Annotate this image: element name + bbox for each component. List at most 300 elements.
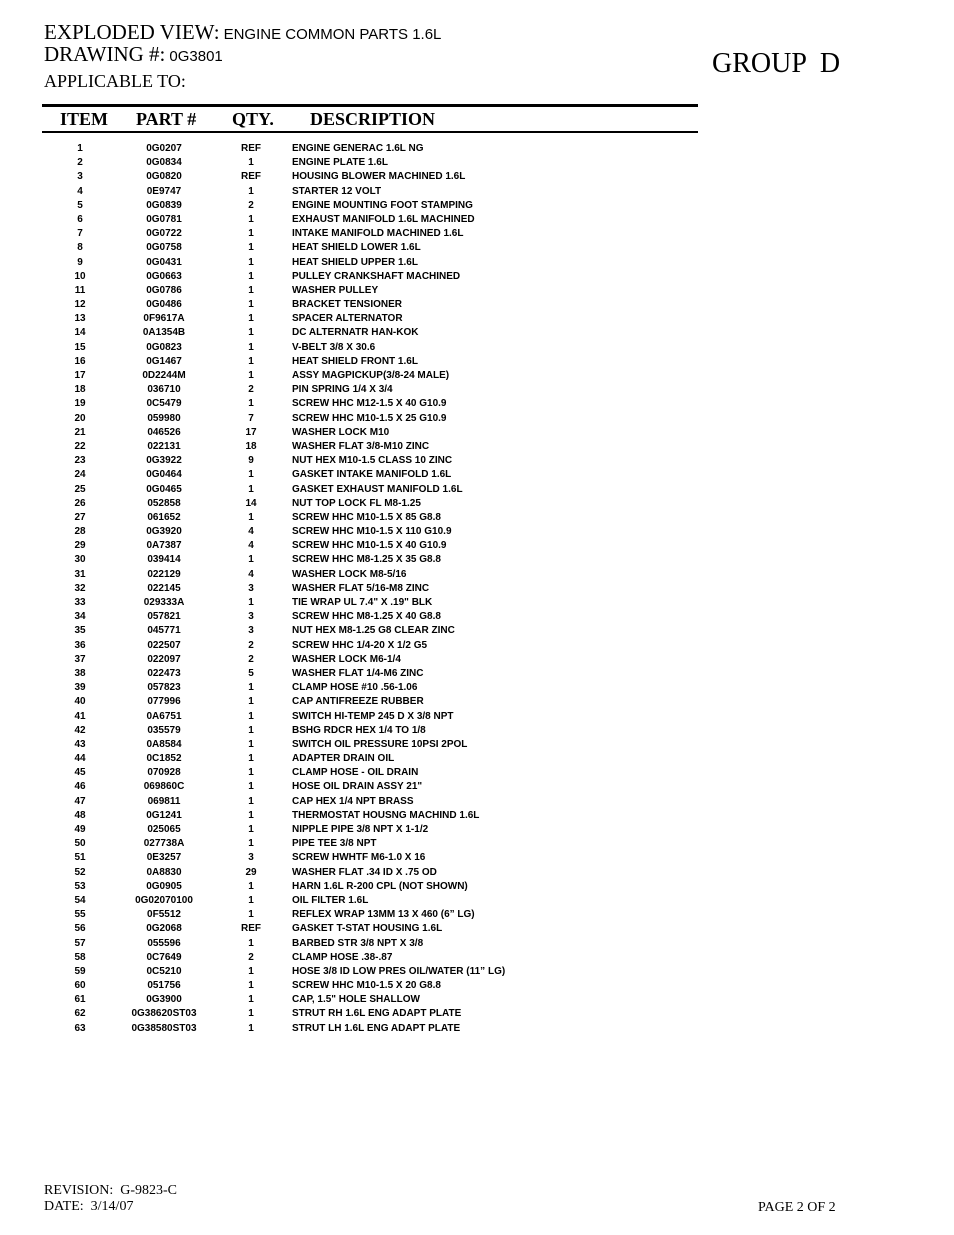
quantity-cell: 1 bbox=[248, 937, 254, 949]
item-number-cell: 63 bbox=[74, 1022, 86, 1034]
quantity-cell: 29 bbox=[245, 866, 257, 878]
part-number-cell: 052858 bbox=[147, 497, 181, 509]
part-number-cell: 0G0839 bbox=[146, 199, 182, 211]
item-number-cell: 19 bbox=[74, 398, 86, 410]
table-row bbox=[0, 866, 954, 880]
item-number-cell: 24 bbox=[74, 469, 86, 481]
quantity-cell: 1 bbox=[248, 838, 254, 850]
quantity-cell: 1 bbox=[248, 753, 254, 765]
description-cell: SCREW HHC 1/4-20 X 1/2 G5 bbox=[292, 639, 428, 651]
description-cell: NUT HEX M8-1.25 G8 CLEAR ZINC bbox=[292, 625, 455, 637]
description-cell: CLAMP HOSE #10 .56-1.06 bbox=[292, 682, 418, 694]
table-row bbox=[0, 468, 954, 482]
quantity-cell: 1 bbox=[248, 965, 254, 977]
quantity-cell: 1 bbox=[248, 398, 254, 410]
description-cell: WASHER LOCK M8-5/16 bbox=[292, 568, 407, 580]
description-cell: STARTER 12 VOLT bbox=[292, 185, 382, 197]
description-cell: CAP HEX 1/4 NPT BRASS bbox=[292, 795, 414, 807]
part-number-cell: 0G02070100 bbox=[135, 894, 193, 906]
part-number-cell: 061652 bbox=[147, 511, 181, 523]
part-number-cell: 070928 bbox=[147, 767, 181, 779]
quantity-cell: 1 bbox=[248, 597, 254, 608]
quantity-cell: 1 bbox=[248, 738, 254, 750]
revision-text: REVISION: G-9823-C bbox=[44, 1183, 177, 1198]
part-number-cell: 0G0786 bbox=[146, 284, 182, 296]
quantity-cell: 2 bbox=[248, 199, 254, 211]
part-number-cell: 039414 bbox=[147, 554, 181, 566]
item-number-cell: 37 bbox=[74, 653, 86, 665]
quantity-cell: 9 bbox=[248, 455, 254, 467]
item-number-cell: 29 bbox=[74, 540, 86, 552]
part-number-cell: 0A8584 bbox=[146, 738, 182, 750]
part-number-cell: 027738A bbox=[143, 838, 185, 850]
description-cell: STRUT RH 1.6L ENG ADAPT PLATE bbox=[292, 1008, 462, 1020]
description-cell: BSHG RDCR HEX 1/4 TO 1/8 bbox=[292, 724, 426, 736]
table-row bbox=[0, 823, 954, 837]
table-header-rule bbox=[42, 131, 698, 133]
item-number-cell: 28 bbox=[74, 526, 86, 538]
table-row bbox=[0, 483, 954, 497]
table-top-rule bbox=[42, 104, 698, 107]
drawing-number-label: DRAWING #: bbox=[44, 42, 166, 66]
column-header-description: DESCRIPTION bbox=[310, 109, 436, 129]
quantity-cell: 3 bbox=[248, 852, 254, 864]
description-cell: ASSY MAGPICKUP(3/8-24 MALE) bbox=[292, 370, 450, 381]
quantity-cell: 2 bbox=[248, 639, 254, 651]
description-cell: BARBED STR 3/8 NPT X 3/8 bbox=[292, 937, 424, 949]
item-number-cell: 10 bbox=[74, 270, 86, 282]
table-row bbox=[0, 880, 954, 894]
item-number-cell: 15 bbox=[74, 341, 86, 353]
item-number-cell: 34 bbox=[74, 611, 86, 623]
part-number-cell: 0E9747 bbox=[146, 185, 182, 197]
parts-list bbox=[0, 142, 954, 1036]
part-number-cell: 022507 bbox=[147, 639, 181, 651]
item-number-cell: 1 bbox=[77, 143, 83, 154]
table-row bbox=[0, 326, 954, 340]
description-cell: THERMOSTAT HOUSNG MACHIND 1.6L bbox=[292, 809, 480, 821]
item-number-cell: 9 bbox=[77, 256, 83, 268]
description-cell: HOUSING BLOWER MACHINED 1.6L bbox=[292, 171, 466, 183]
item-number-cell: 57 bbox=[74, 937, 86, 949]
description-cell: SWITCH OIL PRESSURE 10PSI 2POL bbox=[292, 738, 468, 750]
item-number-cell: 33 bbox=[74, 597, 86, 608]
table-row bbox=[0, 256, 954, 270]
column-header-item: ITEM bbox=[60, 109, 109, 129]
description-cell: WASHER FLAT 5/16-M8 ZINC bbox=[292, 582, 430, 594]
quantity-cell: 1 bbox=[248, 483, 254, 495]
description-cell: SCREW HHC M10-1.5 X 110 G10.9 bbox=[292, 526, 452, 538]
part-number-cell: 0G3900 bbox=[146, 994, 182, 1006]
table-row bbox=[0, 511, 954, 525]
part-number-cell: 0G0820 bbox=[146, 171, 182, 183]
part-number-cell: 029333A bbox=[143, 597, 185, 608]
group-label: GROUP D bbox=[712, 48, 841, 79]
quantity-cell: 1 bbox=[248, 157, 254, 169]
table-row bbox=[0, 894, 954, 908]
description-cell: SPACER ALTERNATOR bbox=[292, 313, 403, 325]
table-row bbox=[0, 227, 954, 241]
quantity-cell: 1 bbox=[248, 682, 254, 694]
table-row bbox=[0, 922, 954, 936]
quantity-cell: 3 bbox=[248, 582, 254, 594]
part-number-cell: 022129 bbox=[147, 568, 181, 580]
description-cell: DC ALTERNATR HAN-KOK bbox=[292, 327, 419, 339]
quantity-cell: 1 bbox=[248, 469, 254, 481]
quantity-cell: 1 bbox=[248, 809, 254, 821]
description-cell: WASHER PULLEY bbox=[292, 284, 379, 296]
table-row bbox=[0, 795, 954, 809]
table-row bbox=[0, 582, 954, 596]
part-number-cell: 057821 bbox=[147, 611, 181, 623]
part-number-cell: 0G3920 bbox=[146, 526, 182, 538]
description-cell: NIPPLE PIPE 3/8 NPT X 1-1/2 bbox=[292, 824, 429, 835]
quantity-cell: 2 bbox=[248, 951, 254, 963]
item-number-cell: 35 bbox=[74, 625, 86, 637]
part-number-cell: 0G0663 bbox=[146, 270, 182, 282]
item-number-cell: 12 bbox=[74, 299, 86, 311]
table-row bbox=[0, 497, 954, 511]
quantity-cell: 1 bbox=[248, 894, 254, 906]
table-row bbox=[0, 553, 954, 567]
column-header-quantity: QTY. bbox=[232, 109, 274, 129]
table-row bbox=[0, 397, 954, 411]
item-number-cell: 52 bbox=[74, 866, 86, 878]
item-number-cell: 36 bbox=[74, 639, 86, 651]
part-number-cell: 0A6751 bbox=[146, 710, 182, 722]
table-row bbox=[0, 1007, 954, 1021]
item-number-cell: 14 bbox=[74, 327, 86, 339]
table-row bbox=[0, 454, 954, 468]
table-row bbox=[0, 908, 954, 922]
table-row bbox=[0, 156, 954, 170]
table-row bbox=[0, 837, 954, 851]
quantity-cell: 1 bbox=[248, 880, 254, 892]
table-row bbox=[0, 724, 954, 738]
part-number-cell: 045771 bbox=[147, 625, 181, 637]
item-number-cell: 62 bbox=[74, 1008, 86, 1020]
item-number-cell: 48 bbox=[74, 809, 86, 821]
quantity-cell: 1 bbox=[248, 299, 254, 311]
quantity-cell: 4 bbox=[248, 526, 254, 538]
description-cell: GASKET T-STAT HOUSING 1.6L bbox=[292, 923, 443, 935]
item-number-cell: 43 bbox=[74, 738, 86, 750]
quantity-cell: 1 bbox=[248, 213, 254, 225]
item-number-cell: 45 bbox=[74, 767, 86, 779]
part-number-cell: 046526 bbox=[147, 426, 181, 438]
item-number-cell: 16 bbox=[74, 355, 86, 367]
part-number-cell: 0G38620ST03 bbox=[131, 1008, 197, 1020]
table-row bbox=[0, 695, 954, 709]
item-number-cell: 25 bbox=[74, 483, 86, 495]
description-cell: REFLEX WRAP 13MM 13 X 460 (6” LG) bbox=[292, 909, 475, 921]
quantity-cell: 14 bbox=[245, 497, 257, 509]
part-number-cell: 0G0207 bbox=[146, 143, 182, 154]
table-row bbox=[0, 639, 954, 653]
table-row bbox=[0, 525, 954, 539]
part-number-cell: 051756 bbox=[147, 980, 181, 992]
table-row bbox=[0, 993, 954, 1007]
item-number-cell: 41 bbox=[74, 710, 86, 722]
table-row bbox=[0, 213, 954, 227]
table-row bbox=[0, 539, 954, 553]
description-cell: WASHER FLAT 3/8-M10 ZINC bbox=[292, 440, 430, 452]
table-row bbox=[0, 199, 954, 213]
quantity-cell: 1 bbox=[248, 228, 254, 240]
table-row bbox=[0, 355, 954, 369]
quantity-cell: 1 bbox=[248, 341, 254, 353]
table-row bbox=[0, 624, 954, 638]
description-cell: EXHAUST MANIFOLD 1.6L MACHINED bbox=[292, 213, 475, 225]
quantity-cell: 1 bbox=[248, 270, 254, 282]
part-number-cell: 0G0486 bbox=[146, 299, 182, 311]
table-row bbox=[0, 780, 954, 794]
item-number-cell: 42 bbox=[74, 724, 86, 736]
table-row bbox=[0, 142, 954, 156]
part-number-cell: 0G0758 bbox=[146, 242, 182, 254]
item-number-cell: 23 bbox=[74, 455, 86, 467]
exploded-view-label: EXPLODED VIEW: bbox=[44, 20, 220, 44]
quantity-cell: 1 bbox=[248, 1008, 254, 1020]
item-number-cell: 2 bbox=[77, 157, 83, 169]
item-number-cell: 47 bbox=[74, 795, 86, 807]
part-number-cell: 0F9617A bbox=[143, 313, 185, 325]
description-cell: SWITCH HI-TEMP 245 D X 3/8 NPT bbox=[292, 710, 454, 722]
quantity-cell: 1 bbox=[248, 980, 254, 992]
table-row bbox=[0, 568, 954, 582]
part-number-cell: 0G0465 bbox=[146, 483, 182, 495]
item-number-cell: 21 bbox=[74, 426, 86, 438]
description-cell: CLAMP HOSE - OIL DRAIN bbox=[292, 767, 419, 779]
part-number-cell: 0A7387 bbox=[146, 540, 182, 552]
table-row bbox=[0, 426, 954, 440]
part-number-cell: 022131 bbox=[147, 440, 181, 452]
quantity-cell: 1 bbox=[248, 327, 254, 339]
item-number-cell: 27 bbox=[74, 511, 86, 523]
part-number-cell: 0G2068 bbox=[146, 923, 182, 935]
description-cell: SCREW HHC M10-1.5 X 20 G8.8 bbox=[292, 980, 441, 992]
part-number-cell: 059980 bbox=[147, 412, 181, 424]
drawing-number-value: 0G3801 bbox=[169, 48, 223, 65]
date-text: DATE: 3/14/07 bbox=[44, 1199, 134, 1214]
table-row bbox=[0, 667, 954, 681]
table-row bbox=[0, 738, 954, 752]
description-cell: STRUT LH 1.6L ENG ADAPT PLATE bbox=[292, 1022, 461, 1034]
applicable-to-label: APPLICABLE TO: bbox=[44, 71, 186, 91]
item-number-cell: 49 bbox=[74, 824, 86, 835]
quantity-cell: 3 bbox=[248, 611, 254, 623]
description-cell: CAP, 1.5" HOLE SHALLOW bbox=[292, 994, 420, 1006]
description-cell: HOSE 3/8 ID LOW PRES OIL/WATER (11” LG) bbox=[292, 965, 506, 977]
description-cell: ENGINE GENERAC 1.6L NG bbox=[292, 143, 424, 154]
part-number-cell: 069860C bbox=[143, 781, 185, 793]
description-cell: SCREW HHC M8-1.25 X 35 G8.8 bbox=[292, 554, 441, 566]
part-number-cell: 0A1354B bbox=[142, 327, 186, 339]
item-number-cell: 61 bbox=[74, 994, 86, 1006]
quantity-cell: 5 bbox=[248, 667, 254, 679]
quantity-cell: 1 bbox=[248, 795, 254, 807]
table-row bbox=[0, 1022, 954, 1036]
description-cell: WASHER FLAT 1/4-M6 ZINC bbox=[292, 667, 424, 679]
quantity-cell: REF bbox=[241, 923, 261, 935]
part-number-cell: 0G0834 bbox=[146, 157, 182, 169]
description-cell: OIL FILTER 1.6L bbox=[292, 894, 369, 906]
table-row bbox=[0, 412, 954, 426]
item-number-cell: 13 bbox=[74, 313, 86, 325]
quantity-cell: 1 bbox=[248, 724, 254, 736]
quantity-cell: REF bbox=[241, 171, 261, 183]
item-number-cell: 50 bbox=[74, 838, 86, 850]
table-row bbox=[0, 766, 954, 780]
description-cell: NUT HEX M10-1.5 CLASS 10 ZINC bbox=[292, 455, 453, 467]
item-number-cell: 22 bbox=[74, 440, 86, 452]
description-cell: WASHER LOCK M10 bbox=[292, 426, 390, 438]
item-number-cell: 8 bbox=[77, 242, 83, 254]
part-number-cell: 0F5512 bbox=[147, 909, 181, 921]
item-number-cell: 31 bbox=[74, 568, 86, 580]
exploded-view-value: ENGINE COMMON PARTS 1.6L bbox=[223, 26, 442, 43]
quantity-cell: 1 bbox=[248, 355, 254, 367]
table-row bbox=[0, 653, 954, 667]
item-number-cell: 59 bbox=[74, 965, 86, 977]
quantity-cell: 4 bbox=[248, 540, 254, 552]
item-number-cell: 30 bbox=[74, 554, 86, 566]
quantity-cell: 1 bbox=[248, 781, 254, 793]
table-row bbox=[0, 596, 954, 610]
quantity-cell: 7 bbox=[248, 412, 254, 424]
item-number-cell: 58 bbox=[74, 951, 86, 963]
quantity-cell: 1 bbox=[248, 256, 254, 268]
quantity-cell: 1 bbox=[248, 710, 254, 722]
item-number-cell: 20 bbox=[74, 412, 86, 424]
item-number-cell: 32 bbox=[74, 582, 86, 594]
part-number-cell: 0C7649 bbox=[146, 951, 182, 963]
quantity-cell: 1 bbox=[248, 824, 254, 835]
part-number-cell: 0G1467 bbox=[146, 355, 182, 367]
quantity-cell: 1 bbox=[248, 242, 254, 254]
item-number-cell: 56 bbox=[74, 923, 86, 935]
table-row bbox=[0, 809, 954, 823]
part-number-cell: 0C5210 bbox=[146, 965, 182, 977]
part-number-cell: 077996 bbox=[147, 696, 181, 708]
part-number-cell: 0G0431 bbox=[146, 256, 182, 268]
item-number-cell: 6 bbox=[77, 213, 83, 225]
item-number-cell: 55 bbox=[74, 909, 86, 921]
quantity-cell: 18 bbox=[245, 440, 257, 452]
item-number-cell: 60 bbox=[74, 980, 86, 992]
table-row bbox=[0, 185, 954, 199]
document-header bbox=[44, 20, 704, 64]
quantity-cell: 4 bbox=[248, 568, 254, 580]
item-number-cell: 11 bbox=[74, 284, 86, 296]
description-cell: HEAT SHIELD FRONT 1.6L bbox=[292, 355, 418, 367]
quantity-cell: 1 bbox=[248, 909, 254, 921]
table-row bbox=[0, 312, 954, 326]
part-number-cell: 036710 bbox=[147, 384, 181, 396]
quantity-cell: 1 bbox=[248, 185, 254, 197]
part-number-cell: 022097 bbox=[147, 653, 181, 665]
column-header-part-number: PART # bbox=[136, 109, 197, 129]
drawing-number-line bbox=[44, 42, 704, 64]
quantity-cell: 1 bbox=[248, 313, 254, 325]
quantity-cell: 2 bbox=[248, 653, 254, 665]
item-number-cell: 51 bbox=[74, 852, 86, 864]
description-cell: V-BELT 3/8 X 30.6 bbox=[292, 341, 376, 353]
table-row bbox=[0, 270, 954, 284]
part-number-cell: 0C5479 bbox=[146, 398, 182, 410]
description-cell: SCREW HWHTF M6-1.0 X 16 bbox=[292, 852, 426, 864]
description-cell: INTAKE MANIFOLD MACHINED 1.6L bbox=[292, 228, 464, 240]
item-number-cell: 5 bbox=[77, 199, 83, 211]
description-cell: PIPE TEE 3/8 NPT bbox=[292, 838, 377, 850]
description-cell: WASHER FLAT .34 ID X .75 OD bbox=[292, 866, 437, 878]
description-cell: GASKET INTAKE MANIFOLD 1.6L bbox=[292, 469, 452, 481]
part-number-cell: 0C1852 bbox=[146, 753, 182, 765]
table-row bbox=[0, 951, 954, 965]
table-row bbox=[0, 284, 954, 298]
description-cell: BRACKET TENSIONER bbox=[292, 299, 403, 311]
description-cell: SCREW HHC M12-1.5 X 40 G10.9 bbox=[292, 398, 447, 410]
table-row bbox=[0, 965, 954, 979]
description-cell: SCREW HHC M10-1.5 X 40 G10.9 bbox=[292, 540, 447, 552]
quantity-cell: 3 bbox=[248, 625, 254, 637]
part-number-cell: 0G1241 bbox=[146, 809, 182, 821]
description-cell: NUT TOP LOCK FL M8-1.25 bbox=[292, 497, 421, 509]
table-row bbox=[0, 681, 954, 695]
description-cell: CAP ANTIFREEZE RUBBER bbox=[292, 696, 424, 708]
table-row bbox=[0, 710, 954, 724]
item-number-cell: 17 bbox=[74, 370, 86, 381]
description-cell: PULLEY CRANKSHAFT MACHINED bbox=[292, 270, 461, 282]
part-number-cell: 0G0905 bbox=[146, 880, 182, 892]
item-number-cell: 40 bbox=[74, 696, 86, 708]
item-number-cell: 7 bbox=[77, 228, 83, 240]
part-number-cell: 055596 bbox=[147, 937, 181, 949]
exploded-view-line bbox=[44, 20, 704, 42]
table-row bbox=[0, 610, 954, 624]
quantity-cell: 2 bbox=[248, 384, 254, 396]
table-row bbox=[0, 937, 954, 951]
quantity-cell: REF bbox=[241, 143, 261, 154]
item-number-cell: 44 bbox=[74, 753, 86, 765]
table-row bbox=[0, 241, 954, 255]
quantity-cell: 1 bbox=[248, 511, 254, 523]
description-cell: PIN SPRING 1/4 X 3/4 bbox=[292, 384, 393, 396]
item-number-cell: 53 bbox=[74, 880, 86, 892]
table-row bbox=[0, 369, 954, 383]
quantity-cell: 1 bbox=[248, 1022, 254, 1034]
quantity-cell: 17 bbox=[245, 426, 257, 438]
part-number-cell: 0G3922 bbox=[146, 455, 182, 467]
part-number-cell: 022145 bbox=[147, 582, 181, 594]
table-row bbox=[0, 979, 954, 993]
part-number-cell: 069811 bbox=[147, 795, 181, 807]
revision-block bbox=[44, 1183, 177, 1215]
description-cell: SCREW HHC M8-1.25 X 40 G8.8 bbox=[292, 611, 441, 623]
quantity-cell: 1 bbox=[248, 554, 254, 566]
part-number-cell: 025065 bbox=[147, 824, 181, 835]
part-number-cell: 0A8830 bbox=[146, 866, 182, 878]
table-row bbox=[0, 851, 954, 865]
item-number-cell: 4 bbox=[77, 185, 83, 197]
description-cell: HEAT SHIELD LOWER 1.6L bbox=[292, 242, 421, 254]
quantity-cell: 1 bbox=[248, 284, 254, 296]
item-number-cell: 39 bbox=[74, 682, 86, 694]
description-cell: HEAT SHIELD UPPER 1.6L bbox=[292, 256, 418, 268]
item-number-cell: 26 bbox=[74, 497, 86, 509]
part-number-cell: 0G0722 bbox=[146, 228, 182, 240]
quantity-cell: 1 bbox=[248, 370, 254, 381]
